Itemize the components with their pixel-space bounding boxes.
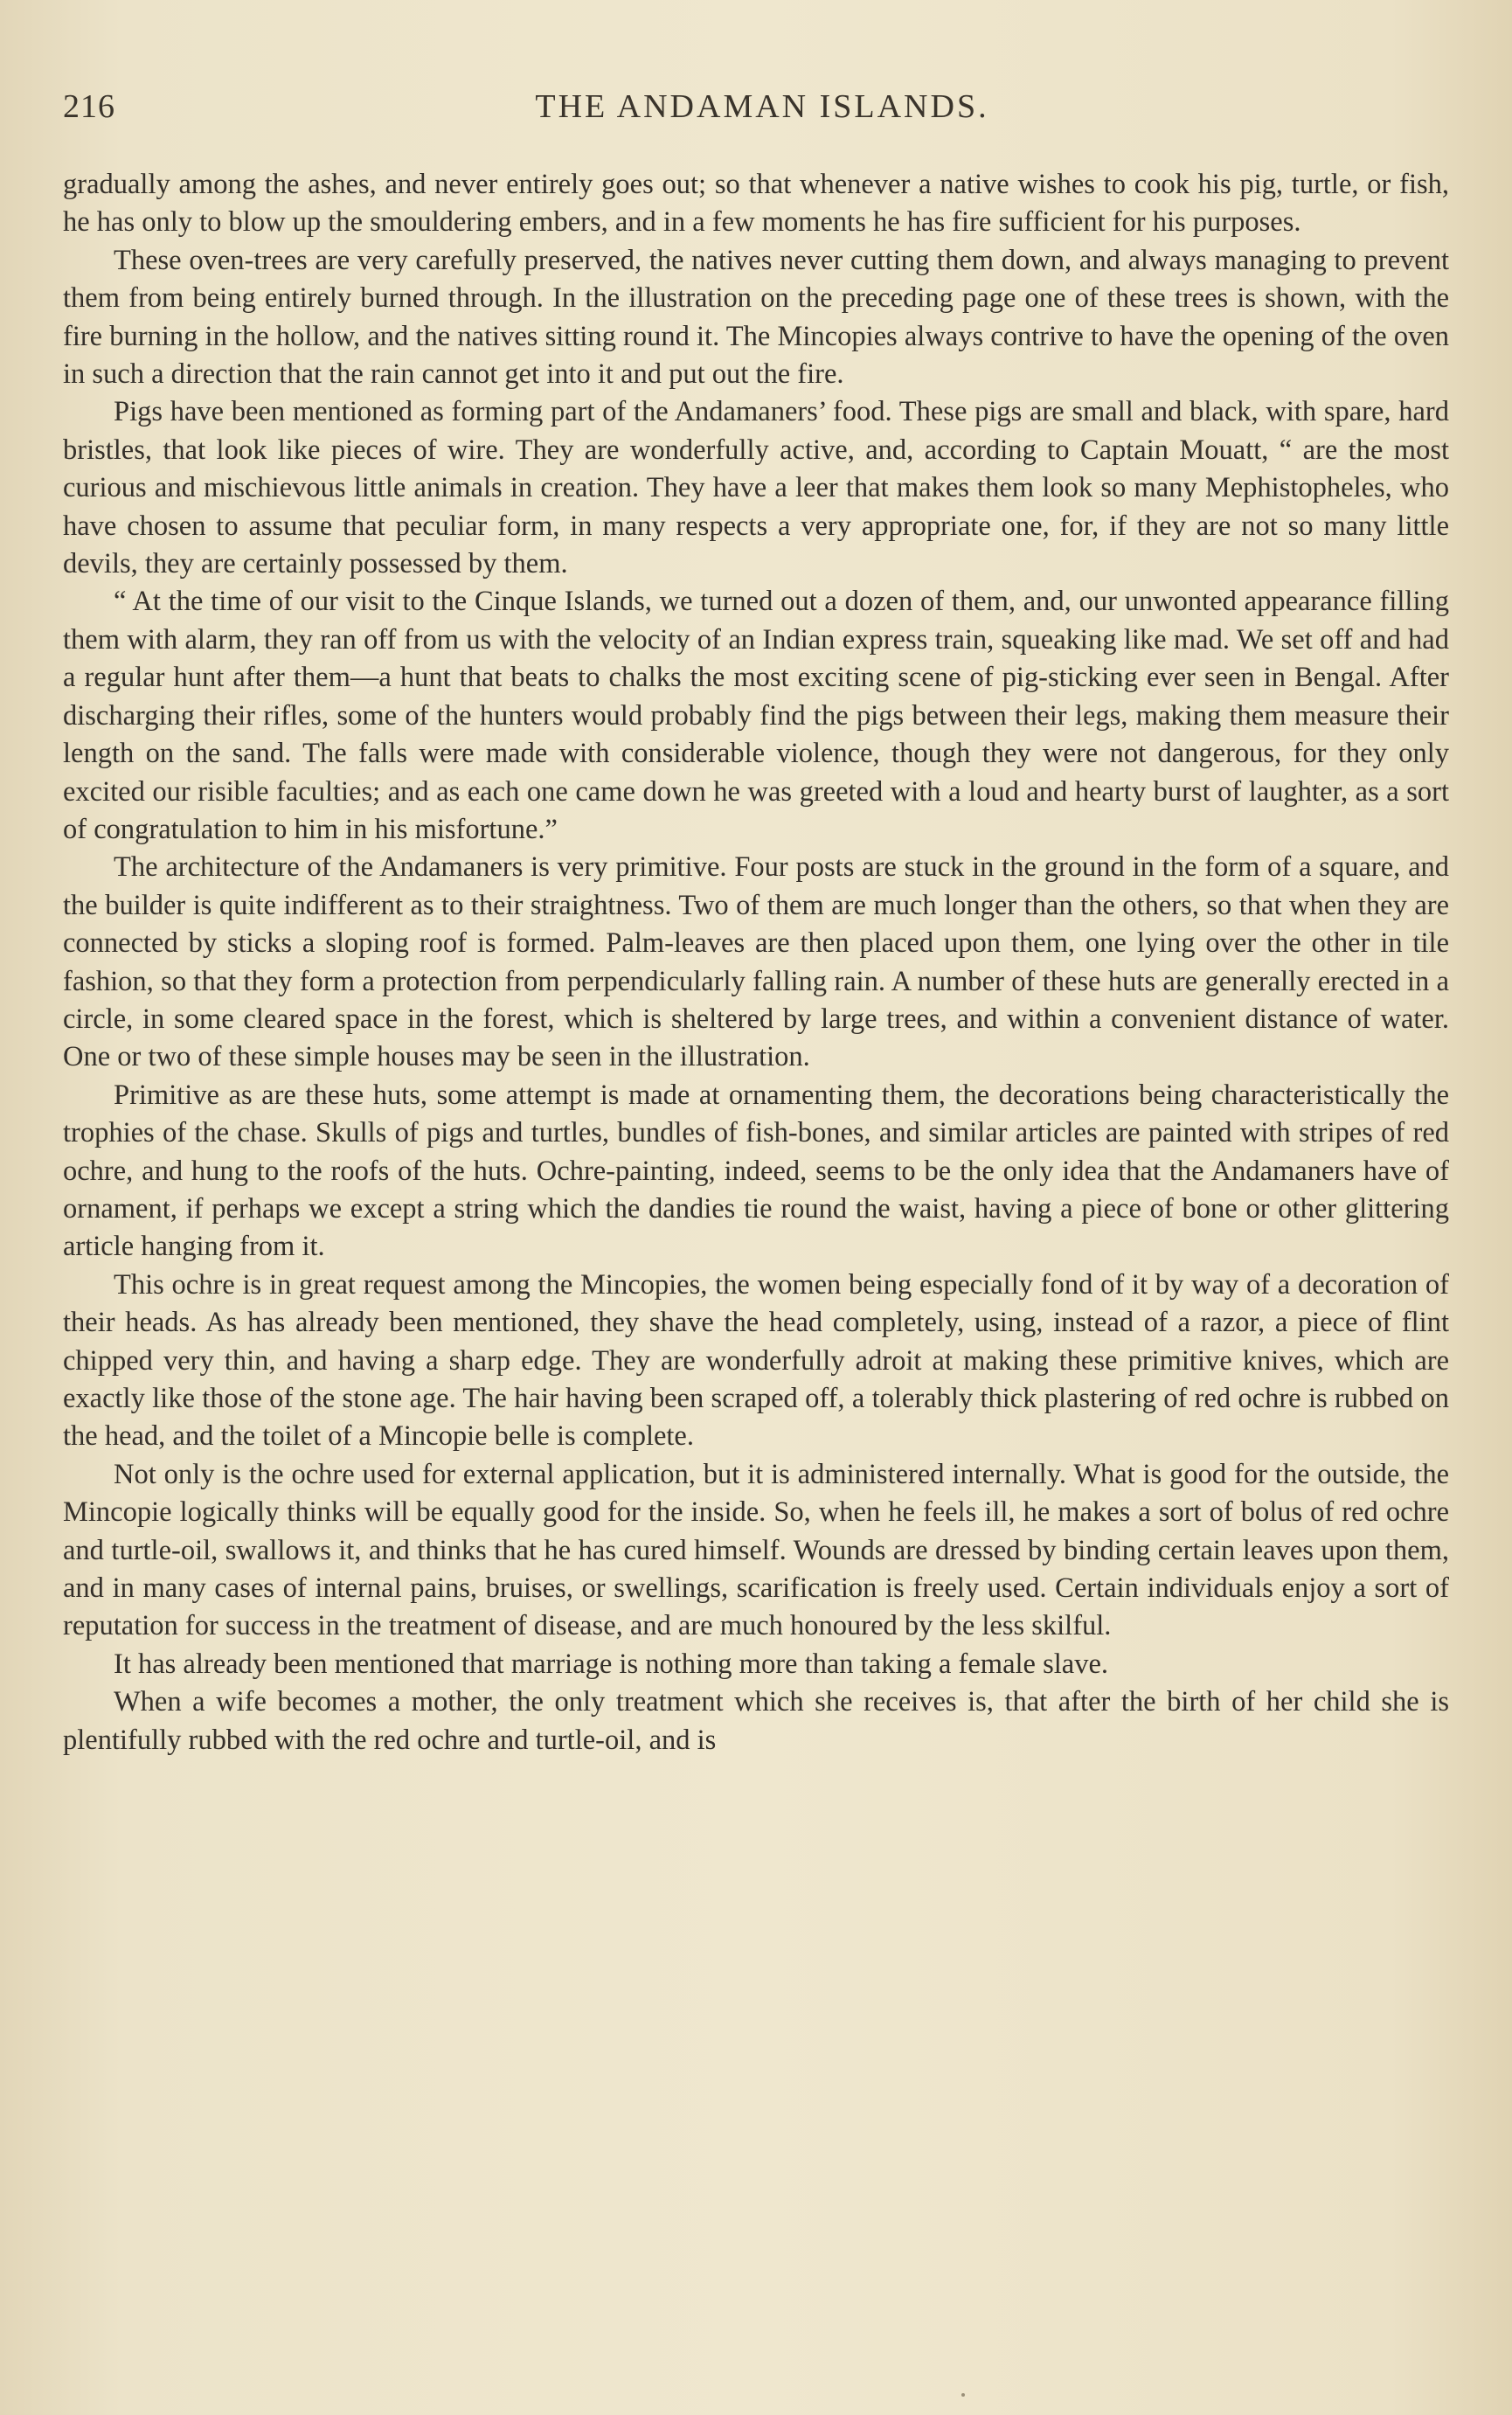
running-head: THE ANDAMAN ISLANDS. xyxy=(535,88,989,125)
paragraph: Primitive as are these huts, some attempt is made at ornamenting them, the decorations being characteristically the trophies of the chase. Skulls of pigs and turtles, bundles of fish-bones, and similar articles are painted with stripes of red ochre, and hung to the roofs of the huts. Ochre-painting, indeed, seems to be the only idea that the Andamaners have of ornament, if perhaps we except a string which the dandies tie round the waist, having a piece of bone or other glittering article hanging from it. xyxy=(63,1079,1449,1263)
paragraph: Not only is the ochre used for external application, but it is administered internally. What is good for the outside, the Mincopie logically thinks will be equally good for the inside. So, when he feels ill, he makes a sort of bolus of red ochre and turtle-oil, swallows it, and thinks that he has cured himself. Wounds are dressed by binding certain leaves upon them, and in many cases of internal pains, bruises, or swellings, scarification is freely used. Certain individuals enjoy a sort of reputation for success in the treatment of disease, and are much honoured by the less skilful. xyxy=(63,1458,1449,1642)
paragraph: These oven-trees are very carefully preserved, the natives never cutting them down, and always managing to prevent them from being entirely burned through. In the illustration on the preceding page one of these trees is shown, with the fire burning in the hollow, and the natives sitting round it. The Mincopies always contrive to have the opening of the oven in such a direction that the rain cannot get into it and put out the fire. xyxy=(63,244,1449,391)
page-number: 216 xyxy=(63,88,115,125)
page-header xyxy=(63,87,1461,140)
paragraph: This ochre is in great request among the Mincopies, the women being especially fond of it by way of a decoration of their heads. As has already been mentioned, they shave the head completely, using, instead of a razor, a piece of flint chipped very thin, and having a sharp edge. They are wonderfully adroit at making these primitive knives, which are exactly like those of the stone age. The hair having been scraped off, a tolerably thick plastering of red ochre is rubbed on the head, and the toilet of a Mincopie belle is complete. xyxy=(63,1268,1449,1453)
paragraph: When a wife becomes a mother, the only treatment which she receives is, that after the birth of her child she is plentifully rubbed with the red ochre and turtle-oil, and is xyxy=(63,1686,1449,1756)
paragraph: Pigs have been mentioned as forming part of the Andamaners’ food. These pigs are small and black, with spare, hard bristles, that look like pieces of wire. They are wonderfully active, and, according to Captain Mouatt, “ are the most curious and mischievous little animals in creation. They have a leer that makes them look so many Mephistopheles, who have chosen to assume that peculiar form, in many respects a very appropriate one, for, if they are not so many little devils, they are certainly possessed by them. xyxy=(63,396,1449,580)
body-text xyxy=(63,166,1449,1759)
paper-speck xyxy=(961,2393,965,2397)
paragraph-quotation: “ At the time of our visit to the Cinque Islands, we turned out a dozen of them, and, our unwonted appearance filling them with alarm, they ran off from us with the velocity of an Indian express train, squeaking like mad. We set off and had a regular hunt after them—a hunt that beats to chalks the most exciting scene of pig-sticking ever seen in Bengal. After discharging their rifles, some of the hunters would probably find the pigs between their legs, making them measure their length on the sand. The falls were made with considerable violence, though they were not dangerous, for they only excited our risible faculties; and as each one came down he was greeted with a loud and hearty burst of laughter, as a sort of congratulation to him in his misfortune.” xyxy=(63,586,1449,845)
paragraph: The architecture of the Andamaners is very primitive. Four posts are stuck in the ground in the form of a square, and the builder is quite indifferent as to their straightness. Two of them are much longer than the others, so that when they are connected by sticks a sloping roof is formed. Palm-leaves are then placed upon them, one lying over the other in tile fashion, so that they form a protection from perpendicularly falling rain. A number of these huts are generally erected in a circle, in some cleared space in the forest, which is sheltered by large trees, and within a convenient distance of water. One or two of these simple houses may be seen in the illustration. xyxy=(63,851,1449,1073)
paragraph: It has already been mentioned that marriage is nothing more than taking a female slave. xyxy=(114,1648,1108,1680)
paragraph-continuation: gradually among the ashes, and never entirely goes out; so that whenever a native wishes to cook his pig, turtle, or fish, he has only to blow up the smouldering embers, and in a few moments he has fire sufficient for his purposes. xyxy=(63,169,1449,239)
